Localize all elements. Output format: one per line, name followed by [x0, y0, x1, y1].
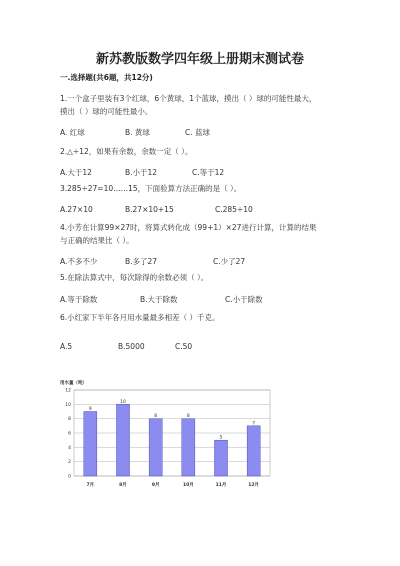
question-2-text: 2.△÷12，如果有余数，余数一定（ ）。: [60, 147, 193, 156]
y-tick-label: 2: [68, 460, 71, 466]
q1-option-a: A. 红球: [60, 128, 85, 137]
y-tick-label: 0: [68, 474, 71, 480]
q6-option-a: A.5: [60, 342, 73, 351]
q4-option-a: A.不多不少: [60, 257, 98, 266]
question-4-text: 4.小芳在计算99×27时，将算式转化成（99+1）×27进行计算，计算的结果: [60, 223, 317, 232]
y-tick-label: 12: [65, 388, 71, 394]
bar-8月: [116, 404, 129, 476]
q5-option-a: A.等于除数: [60, 295, 98, 304]
q1-option-b: B. 黄球: [125, 128, 150, 137]
bar-10月: [182, 419, 195, 476]
q3-option-b: B.27×10+15: [125, 205, 174, 214]
y-tick-label: 4: [68, 445, 71, 451]
section-heading: 一.选择题(共6题，共12分): [60, 73, 153, 82]
q6-option-c: C.50: [175, 342, 193, 351]
y-tick-label: 6: [68, 431, 71, 437]
q5-option-c: C.小于除数: [225, 295, 263, 304]
question-4-text-cont: 与正确的结果比（ ）。: [60, 236, 134, 245]
page-title: 新苏教版数学四年级上册期末测试卷: [95, 52, 304, 67]
question-1-text-cont: 摸出（ ）球的可能性最小。: [60, 107, 153, 116]
q2-option-c: C.等于12: [192, 168, 225, 177]
q1-option-c: C. 蓝球: [185, 128, 211, 137]
bar-value-label: 10: [120, 399, 126, 405]
q2-option-b: B.小于12: [125, 168, 158, 177]
bar-value-label: 9: [88, 407, 92, 412]
bar-value-label: 5: [219, 435, 223, 441]
question-3-text: 3.285÷27=10……15，下面验算方法正确的是（ ）。: [60, 184, 242, 193]
question-5-text: 5.在除法算式中，每次除得的余数必须（ ）。: [60, 273, 209, 282]
question-6-text: 6.小红家下半年各月用水量最多相差（ ）千克。: [60, 313, 220, 322]
y-tick-label: 10: [65, 402, 71, 408]
bar-value-label: 7: [252, 421, 256, 427]
water-usage-bar-chart: [58, 378, 280, 496]
bar-value-label: 8: [186, 414, 190, 420]
bar-9月: [149, 419, 162, 476]
bar-value-label: 8: [154, 414, 158, 420]
q3-option-a: A.27×10: [60, 205, 93, 214]
q3-option-c: C.285÷10: [215, 205, 253, 214]
question-1-text: 1.一个盒子里装有3个红球，6个黄球，1个蓝球，摸出（ ）球的可能性最大，: [60, 94, 317, 103]
x-tick-label: 8月: [119, 483, 127, 488]
y-axis-label: 用水量（吨）: [60, 381, 87, 386]
x-tick-label: 9月: [151, 483, 160, 488]
x-tick-label: 7月: [86, 483, 95, 488]
q2-option-a: A.大于12: [60, 168, 92, 177]
x-tick-label: 11月: [215, 483, 227, 488]
q4-option-c: C.少了27: [213, 257, 246, 266]
x-tick-label: 10月: [182, 483, 194, 488]
q5-option-b: B.大于除数: [140, 295, 178, 304]
x-tick-label: 12月: [248, 483, 260, 488]
q4-option-b: B.多了27: [125, 257, 158, 266]
bar-11月: [214, 440, 227, 476]
y-tick-label: 8: [68, 417, 71, 423]
q6-option-b: B.5000: [118, 342, 145, 351]
bar-12月: [247, 426, 260, 476]
bar-7月: [84, 412, 97, 477]
